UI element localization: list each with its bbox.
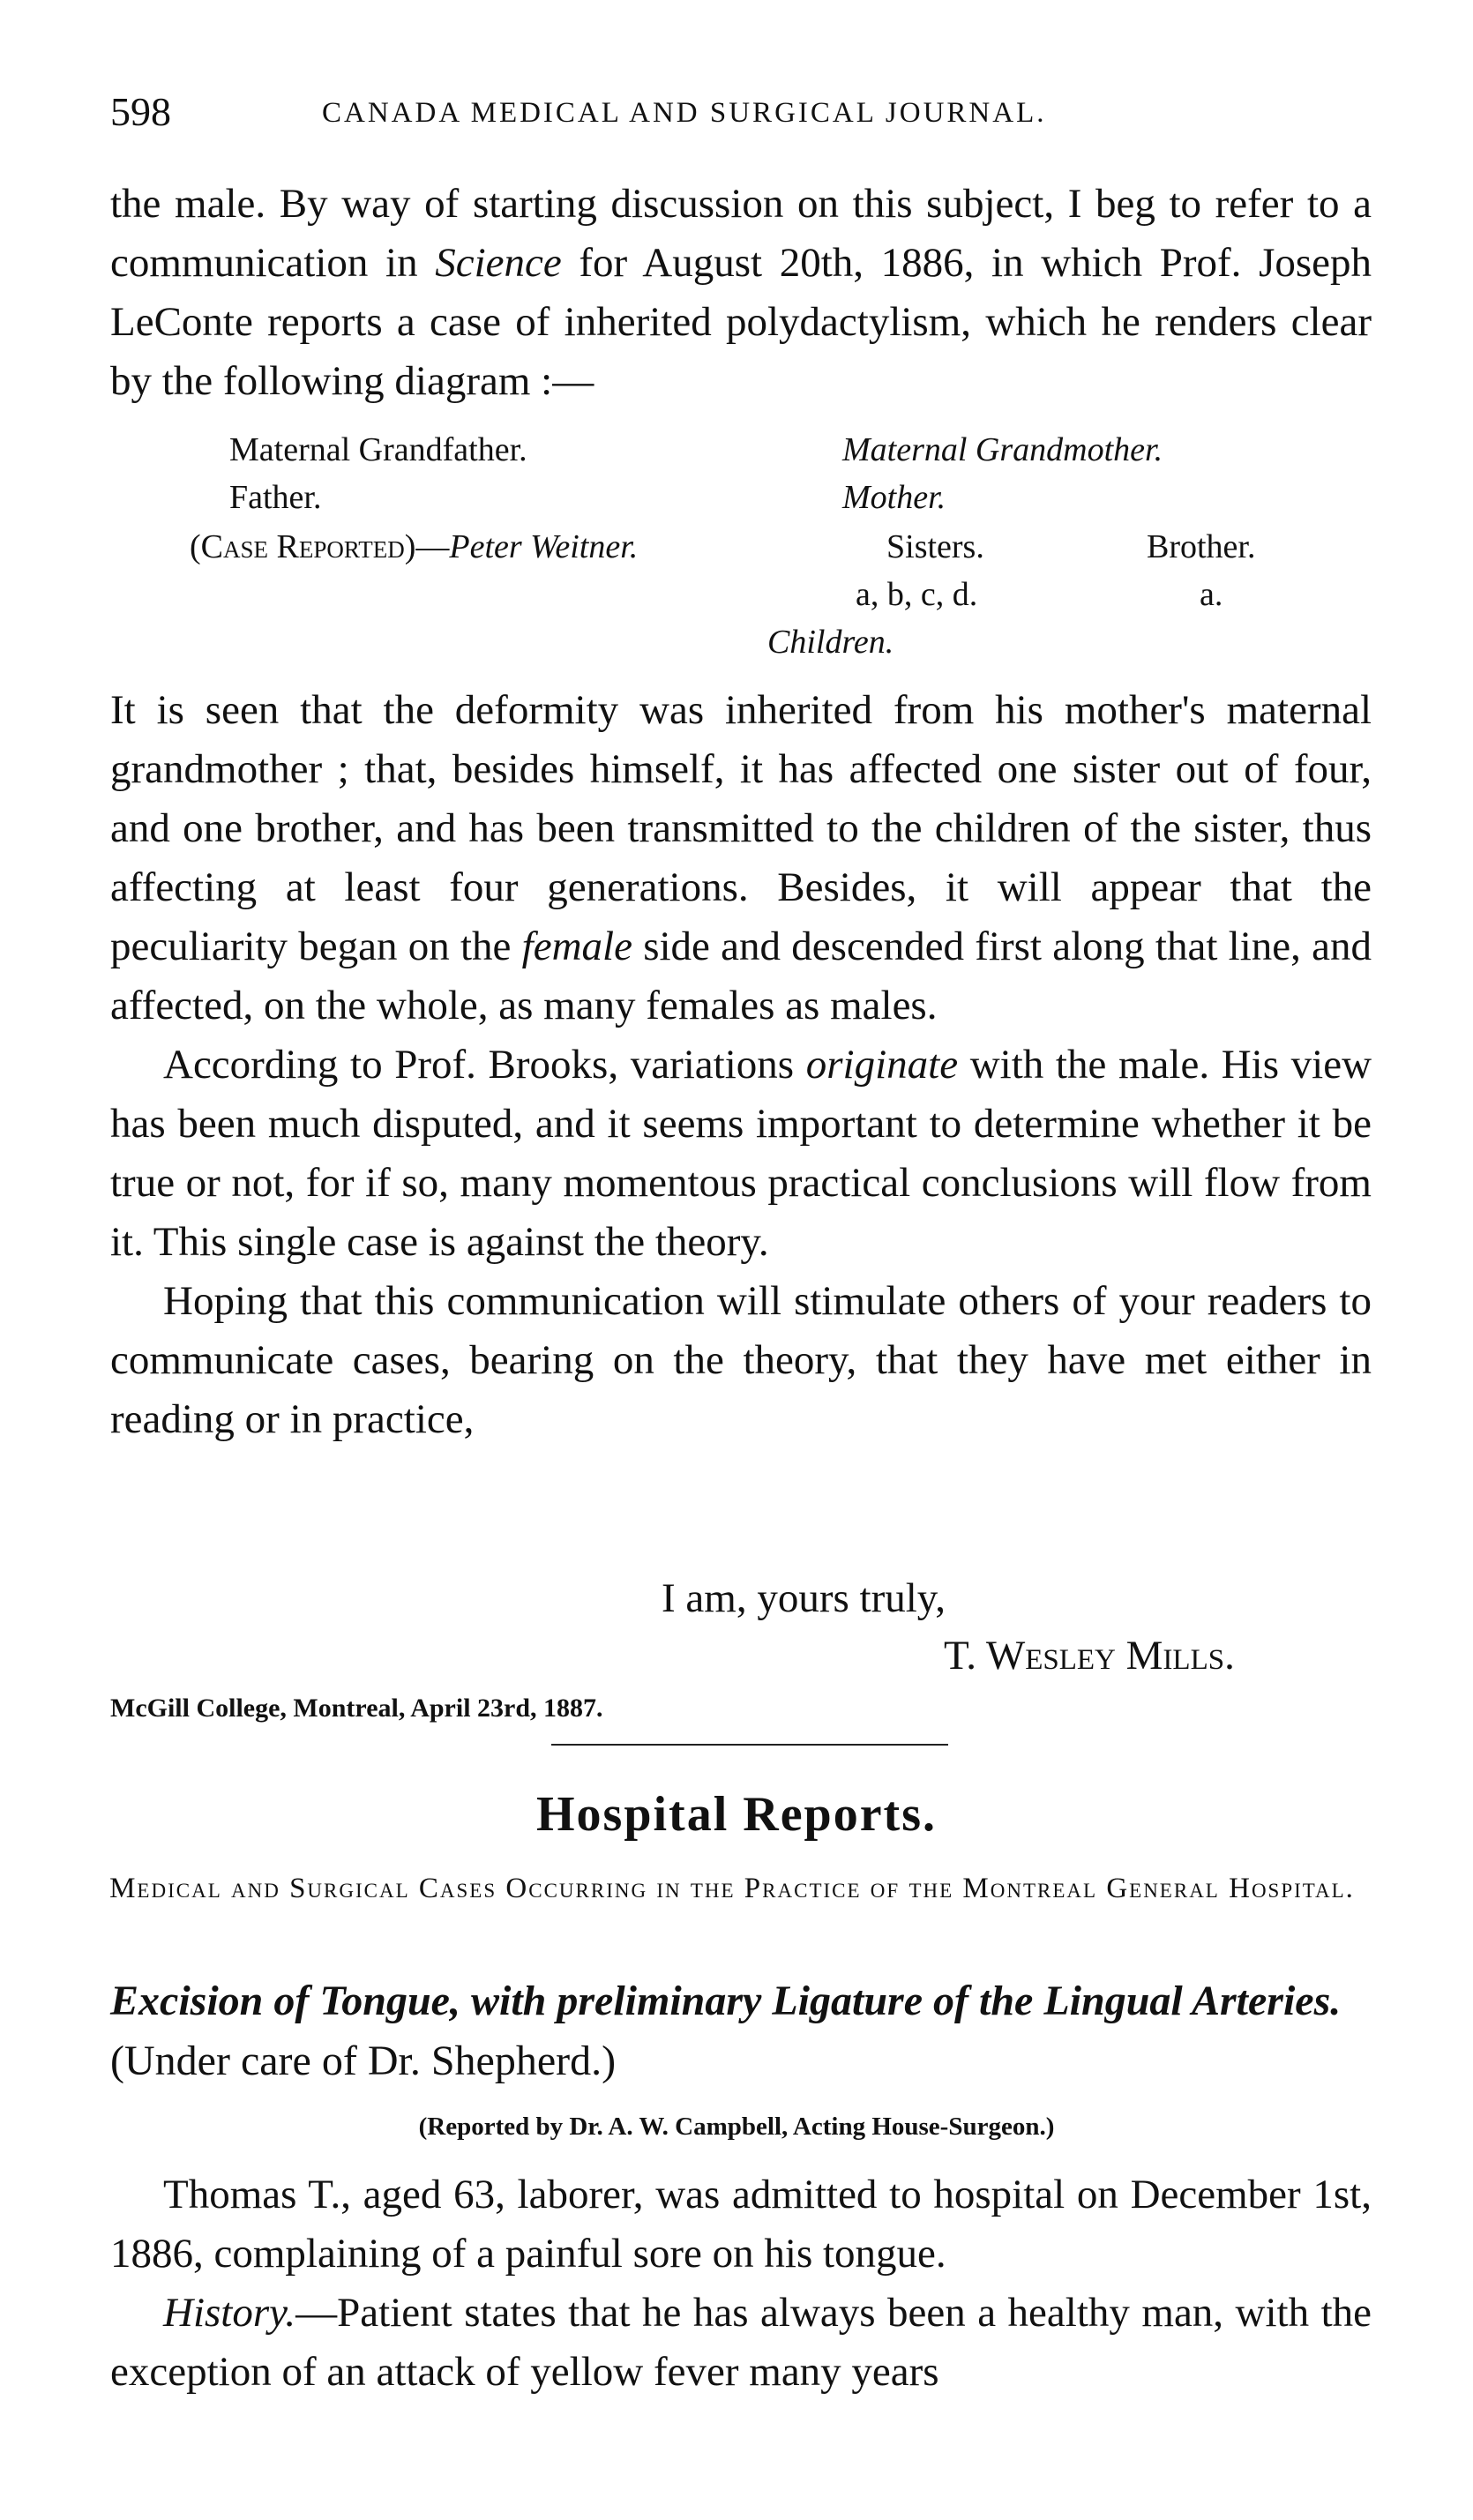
paragraph-brooks xyxy=(110,1036,1372,1272)
body-paragraphs xyxy=(110,681,1372,1449)
case-care: (Under care of Dr. Shepherd.) xyxy=(110,2038,617,2084)
case-title: Excision of Tongue, with preliminary Ligature of the Lingual Arteries. xyxy=(110,1978,1342,2024)
paragraph-admission: Thomas T., aged 63, laborer, was admitted to hospital on December 1st, 1886, complaining of a painful sore on his tongue. xyxy=(110,2172,1372,2277)
maternal-grandfather: Maternal Grandfather. xyxy=(229,431,527,468)
case-reported-label: (Case Reported)— xyxy=(190,528,450,565)
brooks-italic: originate xyxy=(805,1042,959,1088)
brooks-text: According to Prof. Brooks, variations xyxy=(163,1042,795,1088)
page-header xyxy=(110,88,1380,141)
children: Children. xyxy=(767,624,894,661)
sisters-list: a, b, c, d. xyxy=(856,576,978,613)
intro-italic: Science xyxy=(435,240,562,286)
brooks-text-end: with the male. His view has been much disputed, and it seems important to determine whether it be true or not, for if so, many momentous practical conclusions will flow from it. This single case is against the theory. xyxy=(110,1042,1372,1265)
case-name: Peter Weitner. xyxy=(449,528,639,565)
case-reported xyxy=(190,527,638,566)
history-label: History. xyxy=(163,2290,296,2336)
section-title: Hospital Reports. xyxy=(536,1787,937,1842)
sisters: Sisters. xyxy=(886,528,984,565)
history-text: —Patient states that he has always been a healthy man, with the exception of an attack of yellow fever many years xyxy=(110,2290,1372,2395)
inheritance-text-end: side and descended first along that line, and affected, on the whole, as many females as males. xyxy=(110,924,1372,1028)
brother-list: a. xyxy=(1200,576,1223,613)
section-subtitle: Medical and Surgical Cases Occurring in the Practice of the Montreal General Hospital. xyxy=(109,1873,1355,1904)
reported-by: (Reported by Dr. A. W. Campbell, Acting House-Surgeon.) xyxy=(418,2112,1055,2141)
maternal-grandmother: Maternal Grandmother. xyxy=(842,431,1163,468)
father: Father. xyxy=(229,479,322,516)
page-number: 598 xyxy=(110,89,171,134)
inheritance-italic: female xyxy=(521,924,632,969)
pedigree-diagram xyxy=(110,423,1380,679)
paragraph-inheritance xyxy=(110,681,1372,1036)
brother: Brother. xyxy=(1147,528,1256,565)
case-paragraphs xyxy=(110,2165,1372,2402)
paragraph-hoping: Hoping that this communication will stimulate others of your readers to communicate cases, bearing on the theory, that they have met either in reading or in practice, xyxy=(110,1278,1372,1442)
signature: T. Wesley Mills. xyxy=(944,1633,1235,1679)
mother: Mother. xyxy=(842,479,946,516)
inheritance-text: It is seen that the deformity was inherited from his mother's maternal grandmother ; that, besides himself, it has affected one sister out of four, and one brother, and has been transmitted to the children of the sister, thus affecting at least four generations. Besides, it will appear that the peculiarity began on the xyxy=(110,687,1372,969)
dateline: McGill College, Montreal, April 23rd, 1887. xyxy=(110,1694,603,1723)
section-divider xyxy=(551,1744,948,1746)
intro-text: the male. By way of starting discussion on this subject, I beg to refer to a communication in xyxy=(110,181,1372,286)
paragraph-history xyxy=(110,2284,1372,2402)
paragraph-intro xyxy=(110,175,1372,411)
intro-text-end: for August 20th, 1886, in which Prof. Joseph LeConte reports a case of inherited polydactylism, which he renders clear by the following diagram :— xyxy=(110,240,1372,404)
running-head: CANADA MEDICAL AND SURGICAL JOURNAL. xyxy=(322,97,1047,129)
closing-line: I am, yours truly, xyxy=(662,1575,946,1621)
case-heading xyxy=(110,1971,1380,2091)
